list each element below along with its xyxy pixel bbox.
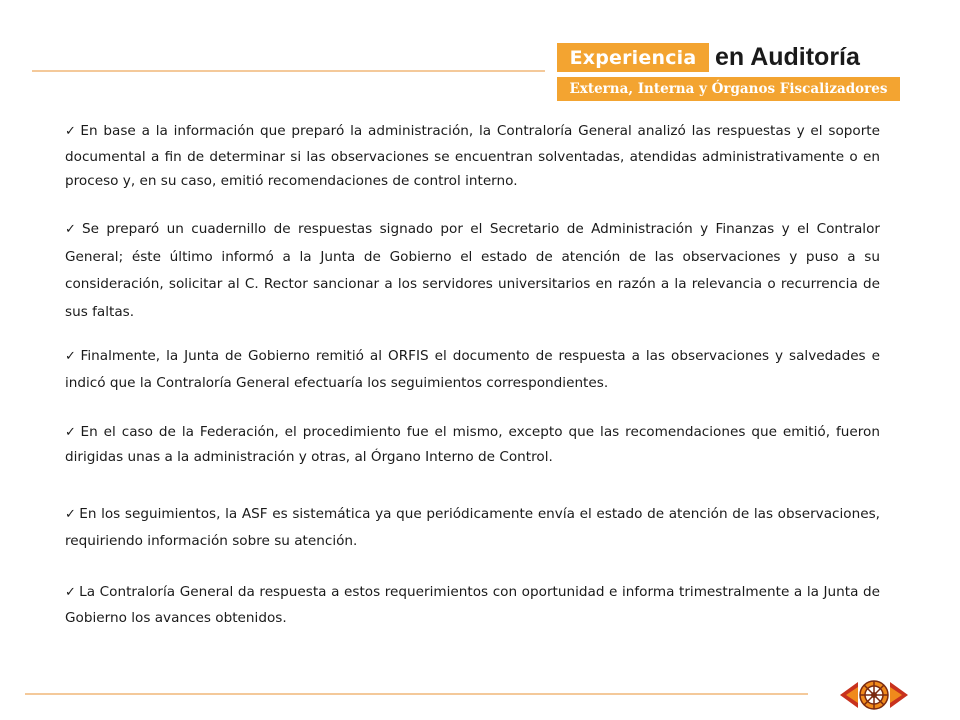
paragraph-text: En base a la información que preparó la administración, la Contraloría General analizó las respuestas y el soporte documental a fin de determinar si las observaciones se encuentran solventadas, atendidas administrativamente o en proceso y, en su caso, emitió recomendaciones de control interno. [65,123,880,189]
paragraph-3 [65,343,880,397]
page-title: en Auditoría [715,43,860,71]
prev-arrow-icon[interactable] [840,682,858,708]
paragraph-5 [65,501,880,554]
paragraph-text: Finalmente, la Junta de Gobierno remitió al ORFIS el documento de respuesta a las observaciones y salvedades e indicó que la Contraloría General efectuaría los seguimientos correspondientes. [65,348,880,391]
checkmark-icon: ✓ [65,349,78,364]
checkmark-icon: ✓ [65,585,77,600]
checkmark-icon: ✓ [65,425,78,440]
paragraph-6 [65,580,880,630]
title-badge: Experiencia [557,43,709,72]
compass-wheel-icon[interactable] [860,681,888,709]
paragraph-2 [65,216,880,326]
paragraph-text: La Contraloría General da respuesta a estos requerimientos con oportunidad e informa trimestralmente a la Junta de Gobierno los avances obtenidos. [65,584,880,626]
bottom-divider [25,693,808,695]
subtitle-badge: Externa, Interna y Órganos Fiscalizadores [557,77,900,101]
paragraph-1 [65,119,880,194]
checkmark-icon: ✓ [65,222,79,237]
paragraph-text: En el caso de la Federación, el procedimiento fue el mismo, excepto que las recomendaciones que emitió, fueron dirigidas unas a la administración y otras, al Órgano Interno de Control. [65,424,880,465]
paragraph-text: En los seguimientos, la ASF es sistemática ya que periódicamente envía el estado de atención de las observaciones, requiriendo información sobre su atención. [65,506,880,549]
next-arrow-icon[interactable] [890,682,908,708]
top-divider [32,70,545,72]
slide-navigation [838,678,910,712]
checkmark-icon: ✓ [65,124,78,139]
paragraph-text: Se preparó un cuadernillo de respuestas signado por el Secretario de Administración y Finanzas y el Contralor General; éste último informó a la Junta de Gobierno el estado de atención de las observaciones y puso a su consideración, solicitar al C. Rector sancionar a los servidores universitarios en razón a la relevancia o recurrencia de sus faltas. [65,221,880,320]
paragraph-4 [65,420,880,469]
checkmark-icon: ✓ [65,507,77,522]
